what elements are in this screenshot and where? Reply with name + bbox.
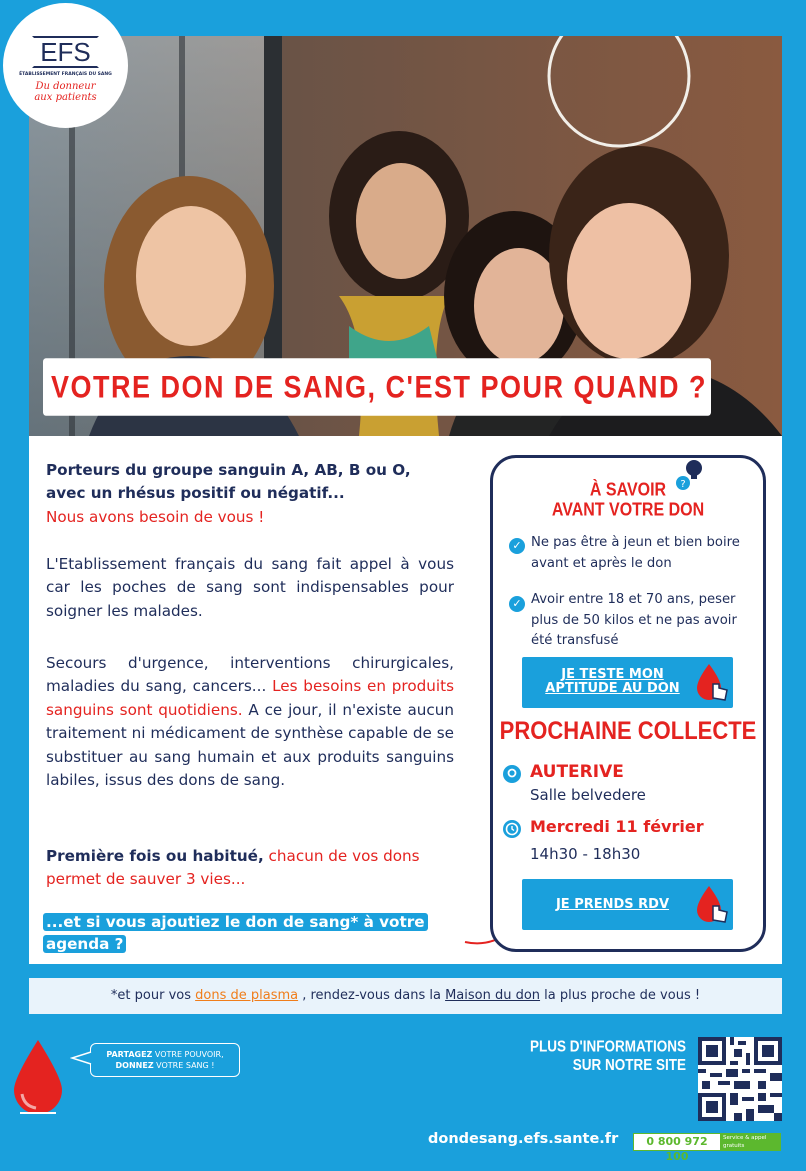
note-end: la plus proche de vous !: [540, 988, 701, 1003]
efs-logo: [3, 3, 128, 128]
collection-hours: 14h30 - 18h30: [530, 845, 641, 863]
test-button-label-1: JE TESTE MON: [561, 667, 664, 682]
agenda-highlight: [43, 911, 458, 955]
paragraph-3: [46, 845, 454, 892]
book-appointment-button[interactable]: JE PRENDS RDV: [522, 879, 733, 930]
bubble-tail: [70, 1050, 92, 1066]
share-line-1: PARTAGEZ VOTRE POUVOIR,: [106, 1050, 224, 1059]
intro-need: Nous avons besoin de vous !: [46, 507, 265, 526]
page-title: VOTRE DON DE SANG, C'EST POUR QUAND ?: [43, 358, 711, 416]
more-info-line-1: PLUS D'INFORMATIONS: [530, 1037, 686, 1055]
plasma-note: [29, 978, 782, 1014]
svg-text:?: ?: [680, 479, 686, 490]
test-button-label-2: APTITUDE AU DON: [545, 681, 680, 696]
intro-text: Porteurs du groupe sanguin A, AB, B ou O, avec un rhésus positif ou négatif...: [46, 461, 411, 503]
website-link[interactable]: dondesang.efs.sante.fr: [428, 1131, 619, 1147]
next-collection-title: PROCHAINE COLLECTE: [499, 716, 757, 745]
paragraph-1: L'Etablissement français du sang fait appel à vous car les poches de sang sont indispensables pour soigner les malades.: [46, 555, 454, 620]
agenda-line-2: agenda ?: [43, 935, 126, 953]
collection-city: AUTERIVE: [530, 762, 624, 782]
info-item-1: Ne pas être à jeun et bien boire avant et après le don: [531, 535, 740, 571]
info-item-2: Avoir entre 18 et 70 ans, peser plus de 50 kilos et ne pas avoir été transfusé: [531, 592, 737, 648]
blood-drop-hand-icon: [695, 884, 731, 926]
agenda-line-1: ...et si vous ajoutiez le don de sang* à votre: [43, 913, 428, 931]
info-title-2: AVANT VOTRE DON: [551, 500, 705, 521]
more-info-label: [480, 1038, 686, 1075]
check-icon: ✓: [509, 596, 525, 612]
paragraph-3-red: chacun de vos dons permet de sauver 3 vies...: [46, 847, 420, 889]
plasma-link[interactable]: dons de plasma: [195, 988, 299, 1003]
share-line-2: DONNEZ VOTRE SANG !: [115, 1061, 215, 1070]
note-middle: , rendez-vous dans la: [298, 988, 446, 1003]
qr-code-icon[interactable]: [698, 1037, 782, 1121]
intro-block: [46, 459, 454, 529]
phone-number[interactable]: 0 800 972 100: [633, 1133, 721, 1151]
logo-wordmark: EFS: [32, 36, 99, 68]
paragraph-2-red: Les besoins en produits sanguins sont quotidiens.: [46, 677, 454, 719]
blood-drop-hand-icon: [695, 662, 731, 704]
paragraph-2-start: Secours d'urgence, interventions chirurgicales, maladies du sang, cancers...: [46, 654, 454, 696]
phone-badge: Service & appel gratuits: [721, 1133, 781, 1151]
paragraph-2: [46, 652, 454, 792]
share-bubble: [90, 1043, 240, 1077]
collection-venue: Salle belvedere: [530, 786, 646, 804]
check-icon: ✓: [509, 538, 525, 554]
logo-subtitle: ÉTABLISSEMENT FRANÇAIS DU SANG: [19, 72, 112, 77]
note-start: *et pour vos: [110, 988, 196, 1003]
paragraph-2-end: A ce jour, il n'existe aucun traitement ni médicament de synthèse capable de se substituer au sang humain et aux produits sanguins labiles, issus des dons de sang.: [46, 700, 454, 790]
info-title-1: À SAVOIR: [589, 480, 667, 501]
clock-icon: [503, 820, 521, 838]
more-info-line-2: SUR NOTRE SITE: [572, 1056, 686, 1074]
collection-date: Mercredi 11 février: [530, 817, 704, 836]
paragraph-3-bold: Première fois ou habitué,: [46, 847, 264, 865]
logo-tagline: Du donneur aux patients: [34, 81, 97, 103]
blood-drop-icon: [12, 1038, 64, 1118]
maison-du-don-link[interactable]: Maison du don: [445, 988, 541, 1003]
location-pin-icon: [503, 765, 521, 783]
